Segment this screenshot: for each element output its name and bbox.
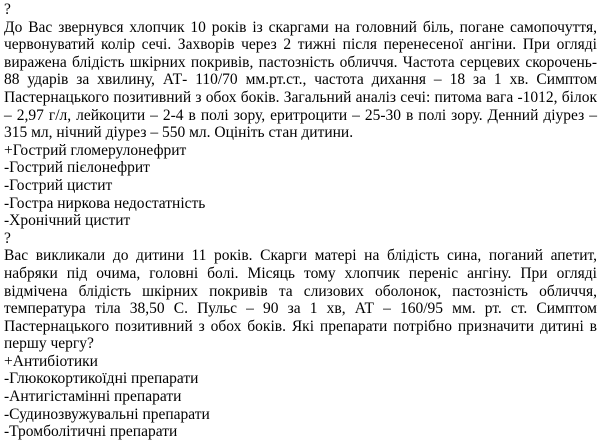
answer-label: Гостра ниркова недостатність xyxy=(9,194,206,212)
answer-incorrect-marker: - xyxy=(4,388,10,406)
question-2-answer-5 xyxy=(4,423,597,441)
question-2-prompt-marker: ? xyxy=(4,229,11,247)
answer-incorrect-marker: - xyxy=(4,194,10,212)
answer-label: Судинозвужувальні препарати xyxy=(9,405,210,423)
answer-label: Тромболітичні препарати xyxy=(9,423,178,441)
question-2-answer-2 xyxy=(4,370,597,388)
answer-label: Гострий цистит xyxy=(9,176,113,194)
question-2-text: Вас викликали до дитини 11 років. Скарги матері на блідість сина, поганий апетит, набряки під очима, головні болі. Місяць тому хлопчик переніс ангіну. При огляді відмічена блідість шкірних покривів та слизових оболонок, пастозність обличчя, температура тіла 38,50 С. Пульс – 90 за 1 хв, АТ – 160/95 мм. рт. ст. Симптом Пастернацького позитивний з обох боків. Які препарати потрібно призначити дитині в першу чергу? xyxy=(4,247,597,353)
answer-correct-marker: + xyxy=(4,352,13,370)
question-block-2 xyxy=(4,230,597,441)
answer-label: Хронічний цистит xyxy=(9,212,131,230)
answer-label: Гострий пієлонефрит xyxy=(9,159,150,177)
answer-correct-marker: + xyxy=(4,141,13,159)
question-1-answer-4 xyxy=(4,195,597,213)
answer-incorrect-marker: - xyxy=(4,176,10,194)
answer-incorrect-marker: - xyxy=(4,423,10,441)
question-1-answer-2 xyxy=(4,159,597,177)
answer-label: Антигістамінні препарати xyxy=(9,388,182,406)
answer-incorrect-marker: - xyxy=(4,159,10,177)
answer-label: Глюкокортикоїдні препарати xyxy=(9,370,199,388)
question-1-prompt-marker: ? xyxy=(4,1,11,18)
answer-incorrect-marker: - xyxy=(4,405,10,423)
question-2-answer-4 xyxy=(4,406,597,424)
question-1-answer-5 xyxy=(4,212,597,230)
question-1-text: До Вас звернувся хлопчик 10 років із скаргами на головний біль, погане самопочуття, червонуватий колір сечі. Захворів через 2 тижні після перенесеної ангіни. При огляді виражена блідість шкірних покривів, пастозність обличчя. Частота серцевих скорочень- 88 ударів за хвилину, АТ- 110/70 мм.рт.ст., частота дихання – 18 за 1 хв. Симптом Пастернацького позитивний з обох боків. Загальний аналіз сечі: питома вага -1012, білок – 2,97 г/л, лейкоцити – 2-4 в полі зору, еритроцити – 25-30 в полі зору. Денний діурез – 315 мл, нічний діурез – 550 мл. Оцініть стан дитини. xyxy=(4,18,597,142)
answer-label: Антибіотики xyxy=(12,352,98,370)
answer-incorrect-marker: - xyxy=(4,212,10,230)
question-2-answer-3 xyxy=(4,388,597,406)
question-1-answer-3 xyxy=(4,177,597,195)
answer-label: Гострий гломерулонефрит xyxy=(12,141,187,159)
answer-incorrect-marker: - xyxy=(4,370,10,388)
question-1-answer-1 xyxy=(4,142,597,160)
question-2-answer-1 xyxy=(4,353,597,371)
question-block-1 xyxy=(4,1,597,230)
